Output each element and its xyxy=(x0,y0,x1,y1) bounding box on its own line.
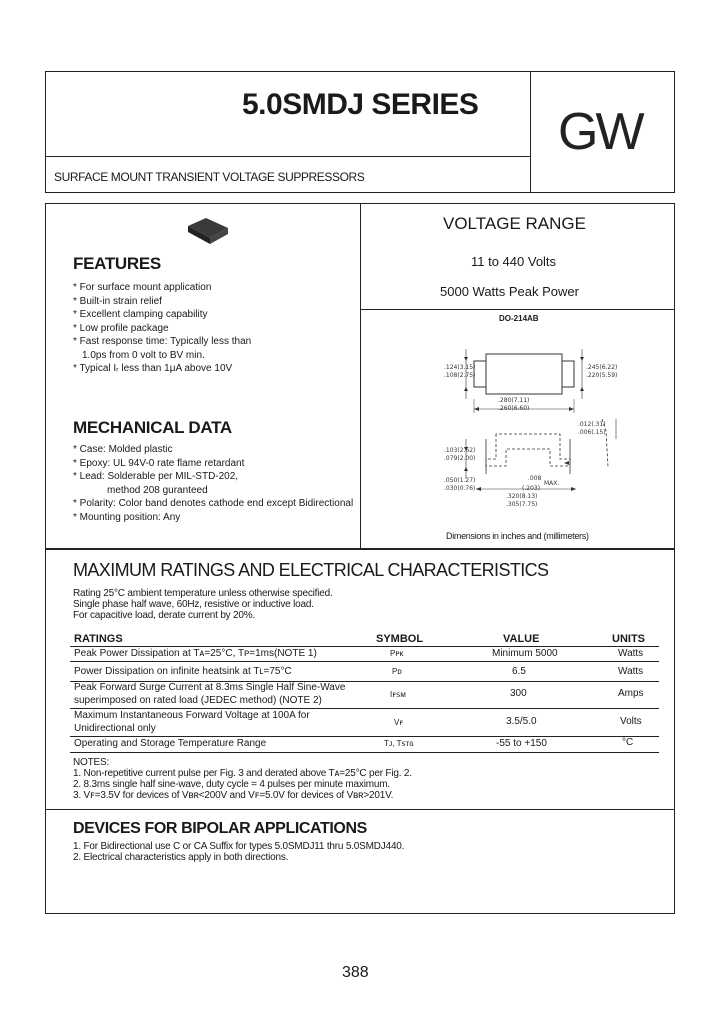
dim-d4: .220(5.59) xyxy=(586,372,618,379)
table-row-rating: Peak Forward Surge Current at 8.3ms Single Half Sine-Wave xyxy=(74,682,346,693)
note-2: 2. 8.3ms single half sine-wave, duty cycle = 4 pulses per minute maximum. xyxy=(73,779,390,790)
list-item: * Excellent clamping capability xyxy=(73,309,208,320)
bipolar-item-1: 1. For Bidirectional use C or CA Suffix for types 5.0SMDJ11 thru 5.0SMDJ440. xyxy=(73,841,405,852)
table-row-rating: Maximum Instantaneous Forward Voltage at 100A for xyxy=(74,710,310,721)
dim-d16: .320(8.13) xyxy=(506,493,538,500)
bipolar-item-2: 2. Electrical characteristics apply in both directions. xyxy=(73,852,289,863)
table-row-rating-cont: Unidirectional only xyxy=(74,723,156,734)
table-row-symbol: Pᴘᴋ xyxy=(390,649,404,658)
note-1: 1. Non-repetitive current pulse per Fig. 3 and derated above Tᴀ=25°C per Fig. 2. xyxy=(73,768,412,779)
table-row-units: Volts xyxy=(620,716,642,727)
ratings-box xyxy=(45,549,675,914)
bipolar-divider xyxy=(46,809,674,810)
table-row-rating: Peak Power Dissipation at Tᴀ=25°C, Tᴘ=1ms(NOTE 1) xyxy=(74,648,317,659)
ratings-table xyxy=(70,632,659,754)
list-item: * Epoxy: UL 94V-0 rate flame retardant xyxy=(73,457,245,469)
column-header-units: UNITS xyxy=(612,633,645,645)
list-item: * For surface mount application xyxy=(73,282,212,293)
table-rule xyxy=(70,708,659,709)
ratings-heading: MAXIMUM RATINGS AND ELECTRICAL CHARACTERISTICS xyxy=(73,560,549,580)
note-3: 3. Vꜰ=3.5V for devices of Vʙʀ<200V and Vꜰ=5.0V for devices of Vʙʀ>201V. xyxy=(73,790,394,801)
rating-note-2: Single phase half wave, 60Hz, resistive or inductive load. xyxy=(73,599,314,610)
table-row-symbol: Iꜰꜱᴍ xyxy=(390,690,406,699)
table-row-units: °C xyxy=(622,737,634,748)
list-item: * Fast response time: Typically less than xyxy=(73,336,252,347)
rating-note-1: Rating 25°C ambient temperature unless otherwise specified. xyxy=(73,588,333,599)
logo-divider xyxy=(530,72,531,192)
table-row-symbol: Pᴅ xyxy=(392,667,402,676)
dim-d12: .030(0.76) xyxy=(444,485,476,492)
dim-d8: .006(.15) xyxy=(578,429,606,436)
page-number: 388 xyxy=(342,964,369,981)
dim-d10: .079(2.00) xyxy=(444,455,476,462)
table-row-rating: Operating and Storage Temperature Range xyxy=(74,738,267,749)
table-row-value: -55 to +150 xyxy=(496,738,547,749)
list-item: * Polarity: Color band denotes cathode end except Bidirectional xyxy=(73,498,354,509)
rating-note-3: For capacitive load, derate current by 20%. xyxy=(73,610,256,621)
dim-d6: .260(6.60) xyxy=(498,405,530,412)
dim-d1: .124(3.15) xyxy=(444,364,476,371)
header-box xyxy=(45,71,675,193)
gw-logo xyxy=(558,102,642,162)
list-item: * Low profile package xyxy=(73,322,169,334)
table-row-symbol: Tᴊ, Tꜱᴛɢ xyxy=(384,739,414,748)
table-row-value: Minimum 5000 xyxy=(492,648,558,659)
header-divider xyxy=(46,156,530,157)
chip-package-image xyxy=(184,214,234,246)
table-row-value: 300 xyxy=(510,688,527,699)
dim-d14: MAX. xyxy=(544,480,560,487)
dim-d17: .305(7.75) xyxy=(506,501,538,508)
bipolar-heading: DEVICES FOR BIPOLAR APPLICATIONS xyxy=(73,820,367,837)
dim-d13: .008 xyxy=(528,475,542,482)
list-item: * Typical Iᵣ less than 1μA above 10V xyxy=(73,363,233,374)
list-item: * Built-in strain relief xyxy=(73,295,162,307)
table-row-symbol: Vꜰ xyxy=(394,718,404,727)
dim-d3: .245(6.22) xyxy=(586,364,618,371)
dim-d15: (.203) xyxy=(522,485,541,492)
column-header-ratings: RATINGS xyxy=(74,633,123,645)
table-row-rating: Power Dissipation on infinite heatsink at Tʟ=75°C xyxy=(74,666,292,677)
table-rule xyxy=(70,646,659,647)
package-label: DO-214AB xyxy=(499,314,539,323)
dim-d2: .108(2.75) xyxy=(444,372,476,379)
list-item: 1.0ps from 0 volt to BV min. xyxy=(82,349,205,361)
notes-heading: NOTES: xyxy=(73,757,110,768)
subtitle: SURFACE MOUNT TRANSIENT VOLTAGE SUPPRESSORS xyxy=(54,170,365,184)
features-list xyxy=(73,281,251,376)
table-row-value: 6.5 xyxy=(512,666,526,677)
table-row-units: Watts xyxy=(618,666,644,677)
list-item: * Mounting position: Any xyxy=(73,511,181,523)
dim-d9: .103(2.62) xyxy=(444,447,476,454)
column-divider xyxy=(360,204,361,548)
gw-logo-text: GW xyxy=(558,103,642,161)
table-row-units: Amps xyxy=(618,688,644,699)
table-rule xyxy=(70,736,659,737)
table-row-value: 3.5/5.0 xyxy=(506,716,537,727)
features-box xyxy=(45,203,675,549)
voltage-divider xyxy=(360,309,674,310)
table-rule xyxy=(70,752,659,753)
features-heading: FEATURES xyxy=(73,254,161,273)
dim-d7: .012(.31) xyxy=(578,421,606,428)
dimensions-caption: Dimensions in inches and (millimeters) xyxy=(446,531,589,541)
table-rule xyxy=(70,661,659,662)
voltage-range-line1: 11 to 440 Volts xyxy=(471,254,557,269)
table-row-units: Watts xyxy=(618,648,644,659)
series-title: 5.0SMDJ SERIES xyxy=(242,88,479,121)
list-item: * Lead: Solderable per MIL-STD-202, xyxy=(73,471,239,482)
dim-d11: .050(1.27) xyxy=(444,477,476,484)
mechanical-heading: MECHANICAL DATA xyxy=(73,418,232,437)
voltage-range-heading: VOLTAGE RANGE xyxy=(443,214,586,233)
mechanical-list xyxy=(73,443,353,524)
column-header-value: VALUE xyxy=(503,633,540,645)
list-item: method 208 guranteed xyxy=(107,484,208,496)
voltage-range-line2: 5000 Watts Peak Power xyxy=(440,284,579,299)
column-header-symbol: SYMBOL xyxy=(376,633,424,645)
table-row-rating-cont: superimposed on rated load (JEDEC method) (NOTE 2) xyxy=(74,695,322,706)
dim-d5: .280(7.11) xyxy=(498,397,530,404)
list-item: * Case: Molded plastic xyxy=(73,444,173,455)
